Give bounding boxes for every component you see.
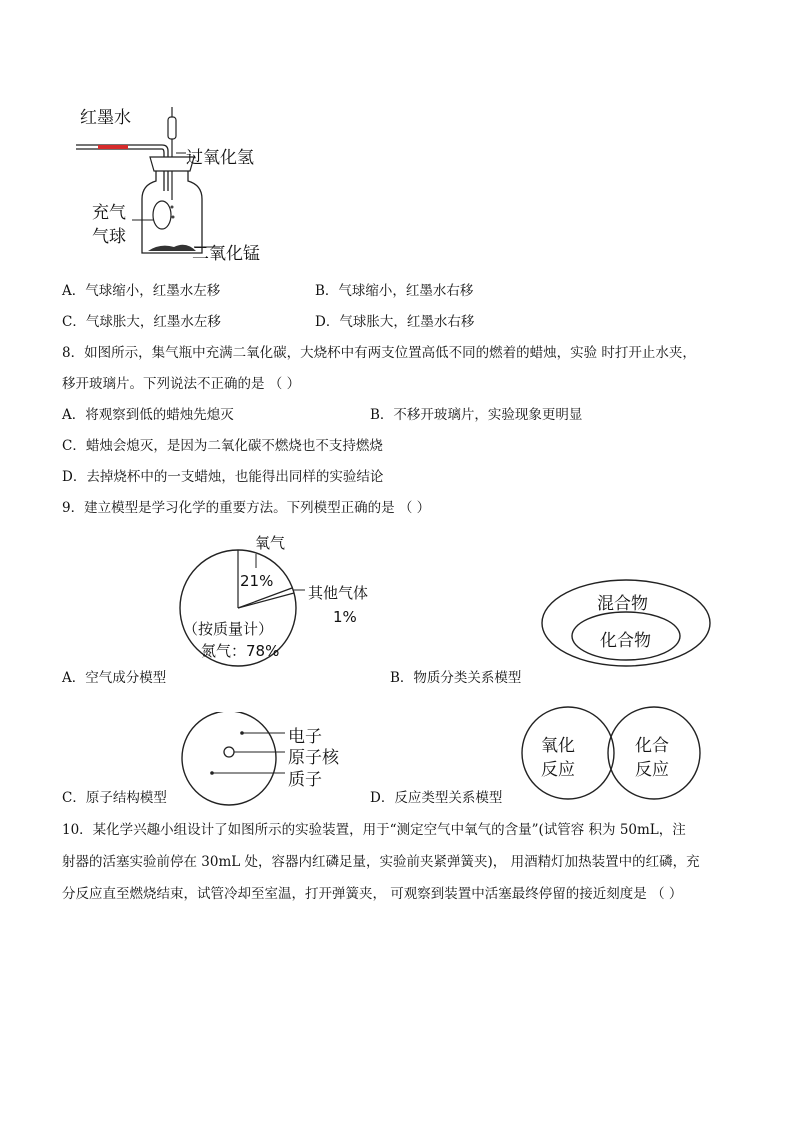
label-mixture: 混合物 (597, 594, 648, 614)
q8-stem-line2: 移开玻璃片。下列说法不正确的是 （ ） (62, 376, 301, 392)
q8-option-d: D．去掉烧杯中的一支蜡烛，也能得出同样的实验结论 (62, 469, 384, 485)
label-manganese-dioxide: 二氧化锰 (192, 244, 260, 264)
pie-label-nitrogen: 氮气：78% (201, 642, 280, 660)
q9-option-b: B．物质分类关系模型 (390, 670, 522, 686)
q8-stem-line1: 8．如图所示，集气瓶中充满二氧化碳，大烧杯中有两支位置高低不同的燃着的蜡烛，实验 时打开止水夹， (62, 345, 696, 361)
label-combination-2: 反应 (635, 760, 669, 780)
q7-option-a: A．气球缩小，红墨水左移 (62, 283, 221, 299)
air-composition-model (175, 530, 390, 670)
pie-label-oxygen-pct: 21% (240, 572, 274, 590)
q8-option-b: B．不移开玻璃片，实验现象更明显 (370, 407, 583, 423)
q10-stem-line1: 10．某化学兴趣小组设计了如图所示的实验装置，用于“测定空气中氧气的含量”(试管容 积为 50mL，注 (62, 822, 686, 838)
label-nucleus: 原子核 (288, 748, 339, 768)
label-combination-1: 化合 (635, 736, 669, 756)
q8-option-a: A．将观察到低的蜡烛先熄灭 (62, 407, 234, 423)
q9-stem: 9．建立模型是学习化学的重要方法。下列模型正确的是 （ ） (62, 500, 431, 516)
atom-structure-model (180, 712, 360, 807)
reaction-type-model (518, 705, 723, 800)
q9-option-a: A．空气成分模型 (62, 670, 167, 686)
q9-option-d: D．反应类型关系模型 (370, 790, 503, 806)
label-electron: 电子 (288, 727, 322, 747)
label-balloon-line2: 气球 (92, 227, 126, 247)
q10-stem-line3: 分反应直至燃烧结束，试管冷却至室温，打开弹簧夹， 可观察到装置中活塞最终停留的接近刻度是 （ ） (62, 886, 683, 902)
label-oxidation-1: 氧化 (541, 736, 575, 756)
q7-option-c: C．气球胀大，红墨水左移 (62, 314, 221, 330)
label-compound: 化合物 (600, 631, 651, 651)
pie-label-oxygen: 氧气 (255, 534, 286, 552)
q10-stem-line2: 射器的活塞实验前停在 30mL 处，容器内红磷足量，实验前夹紧弹簧夹)， 用酒精灯加热装置中的红磷，充 (62, 854, 700, 870)
q7-option-b: B．气球缩小，红墨水右移 (315, 283, 474, 299)
pie-label-other-pct: 1% (333, 608, 357, 626)
label-proton: 质子 (288, 770, 322, 790)
nucleus-shape (224, 747, 234, 757)
label-balloon-line1: 充气 (92, 203, 126, 223)
red-ink-drop (98, 145, 128, 149)
substance-classification-model (540, 578, 715, 668)
q7-option-d: D．气球胀大，红墨水右移 (315, 314, 475, 330)
label-oxidation-2: 反应 (541, 760, 575, 780)
q8-option-c: C．蜡烛会熄灭，是因为二氧化碳不燃烧也不支持燃烧 (62, 438, 383, 454)
label-red-ink: 红墨水 (80, 108, 131, 128)
balloon-shape (153, 201, 171, 229)
mno2-powder (148, 245, 196, 251)
q9-option-c: C．原子结构模型 (62, 790, 167, 806)
q7-apparatus-figure (70, 95, 290, 270)
pie-label-other: 其他气体 (308, 584, 369, 602)
label-hydrogen-peroxide: 过氧化氢 (186, 148, 254, 168)
pie-label-by-mass: （按质量计） (183, 620, 274, 638)
